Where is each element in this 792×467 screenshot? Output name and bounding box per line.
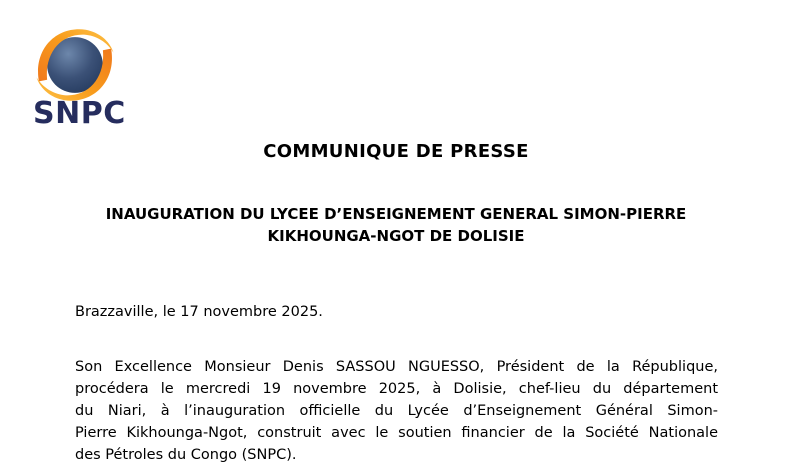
heading-line-2: KIKHOUNGA-NGOT DE DOLISIE: [267, 227, 525, 245]
snpc-logo: [34, 27, 144, 129]
body-line: procédera le mercredi 19 novembre 2025, à Dolisie, chef-lieu du département: [75, 381, 718, 397]
body-line: Son Excellence Monsieur Denis SASSOU NGUESSO, Président de la République,: [75, 359, 718, 375]
press-release-heading: [0, 203, 792, 247]
dateline: Brazzaville, le 17 novembre 2025.: [75, 304, 323, 320]
body-paragraph: [75, 356, 718, 466]
body-line: Pierre Kikhounga-Ngot, construit avec le soutien financier de la Société Nationale: [75, 425, 718, 441]
body-line: du Niari, à l’inauguration officielle du Lycée d’Enseignement Général Simon-: [75, 403, 718, 419]
snpc-wordmark: SNPC: [33, 96, 126, 131]
snpc-globe-icon: [34, 27, 116, 103]
press-release-title: COMMUNIQUE DE PRESSE: [263, 141, 529, 162]
heading-line-1: INAUGURATION DU LYCEE D’ENSEIGNEMENT GENERAL SIMON-PIERRE: [105, 205, 687, 223]
body-line: des Pétroles du Congo (SNPC).: [75, 447, 297, 463]
